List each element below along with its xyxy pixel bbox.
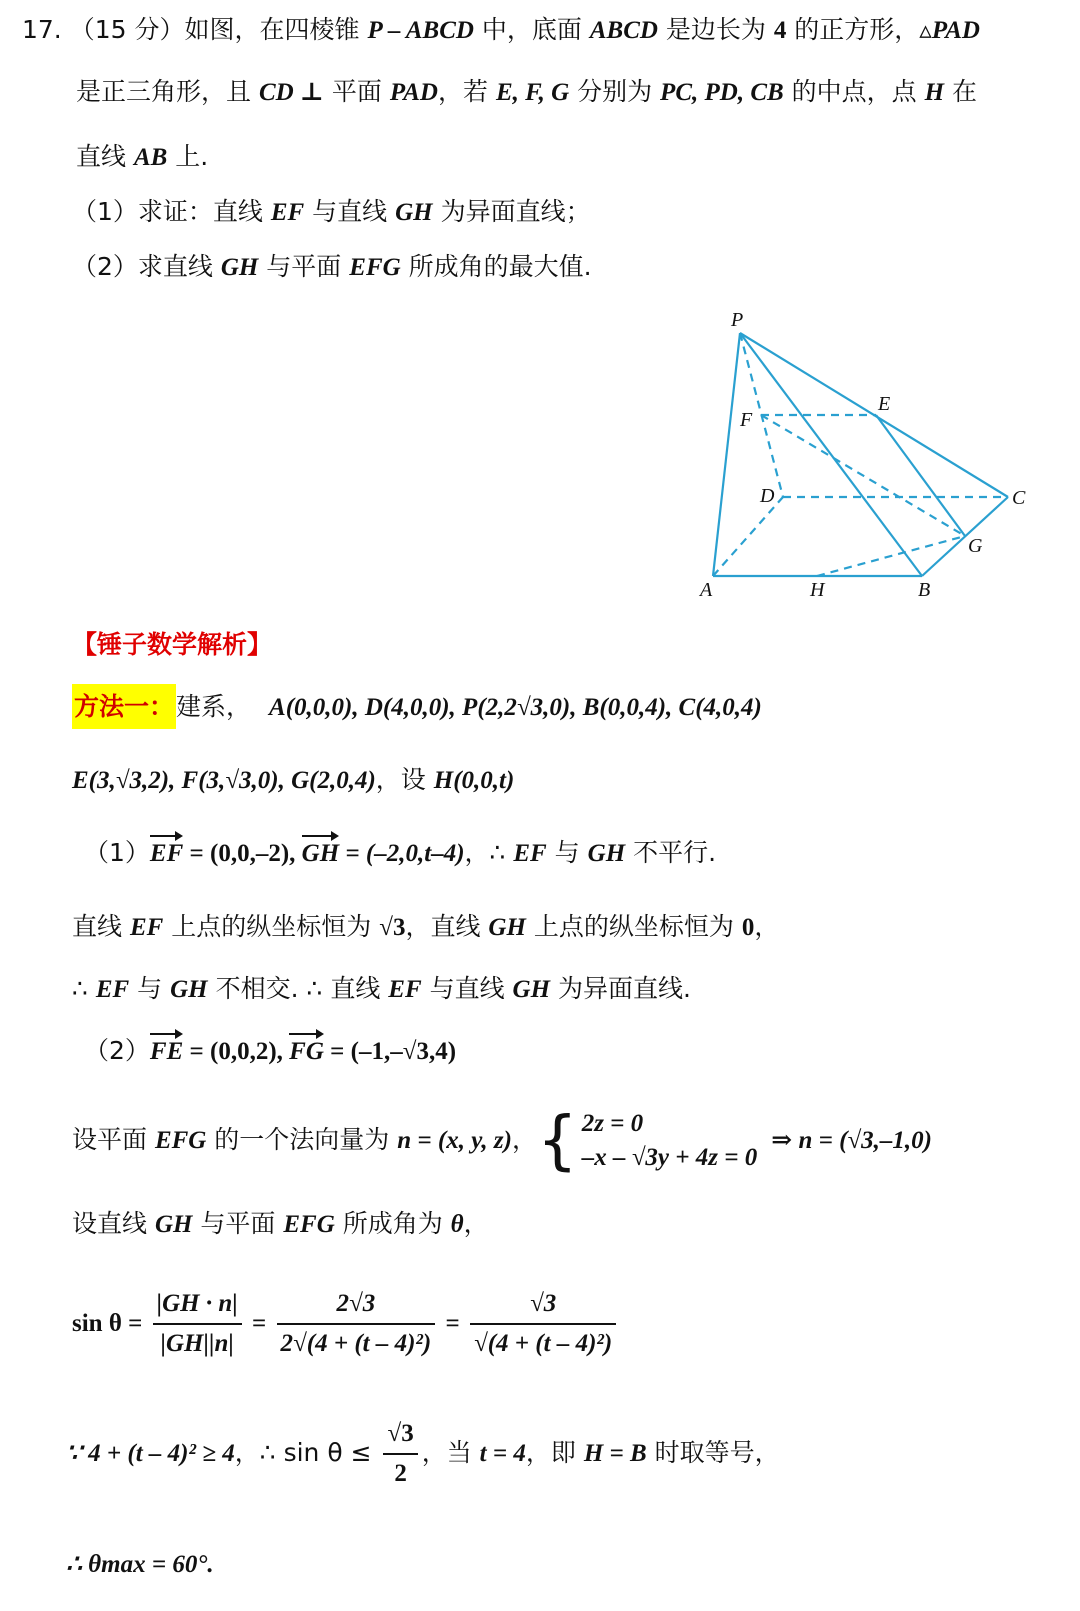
solution-text: 上点的纵坐标恒为 xyxy=(525,912,742,941)
math-line: EF xyxy=(129,914,164,941)
solution-text: ∴ xyxy=(72,974,96,1003)
label-c: C xyxy=(1012,487,1026,509)
sine-formula xyxy=(72,1268,1080,1378)
solution-text: 设平面 xyxy=(72,1125,155,1154)
problem-text: 如图，在四棱锥 xyxy=(184,15,368,44)
solution-text: 设直线 xyxy=(72,1209,155,1238)
math-line: GH xyxy=(488,914,526,941)
solution-text: ， xyxy=(463,1209,489,1238)
label-p: P xyxy=(731,309,744,331)
part1-line-3 xyxy=(72,972,1080,1007)
math-plane: PAD xyxy=(389,79,438,106)
math-normal: n = (x, y, z) xyxy=(397,1127,512,1154)
solution-title: 【锤子数学解析】 xyxy=(72,630,273,659)
math-value: = (–2,0,t–4) xyxy=(339,840,465,867)
solution-text: 与 xyxy=(129,974,171,1003)
question-text: （2）求直线 xyxy=(72,252,221,281)
edge-pb xyxy=(740,333,922,576)
math-points: E, F, G xyxy=(495,79,570,106)
problem-text: 直线 xyxy=(76,142,134,171)
solution-text: 时取等号， xyxy=(646,1438,780,1467)
segment-fg xyxy=(761,415,965,536)
solution-coords-2 xyxy=(72,763,1080,798)
problem-text: 分别为 xyxy=(569,77,661,106)
question-text: （1）求证：直线 xyxy=(72,197,271,226)
vector-fg: FG xyxy=(289,1035,324,1069)
fraction-2-den: 2√(4 + (t – 4)²) xyxy=(277,1323,436,1361)
label-h: H xyxy=(810,579,825,601)
problem-text: 是边长为 xyxy=(657,15,774,44)
problem-score: （15 分） xyxy=(69,15,185,44)
equation-2: –x – √3y + 4z = 0 xyxy=(581,1144,758,1171)
part1-line-2 xyxy=(72,910,1080,945)
fraction-1 xyxy=(153,1287,242,1361)
edge-pa xyxy=(713,333,740,576)
part1-vectors xyxy=(84,836,1080,871)
math-line: GH xyxy=(512,976,551,1003)
math-line: GH xyxy=(395,199,433,226)
question-2 xyxy=(72,250,1080,285)
solution-text: 与直线 xyxy=(421,974,513,1003)
problem-line-1 xyxy=(22,13,1080,48)
math-condition: H = B xyxy=(583,1440,647,1467)
vector-fe: FE xyxy=(150,1035,183,1069)
problem-text: 的正方形， xyxy=(786,15,920,44)
math-line: EF xyxy=(95,976,130,1003)
solution-text: 与 xyxy=(546,838,588,867)
fraction-bound-den: 2 xyxy=(383,1453,417,1491)
math-angle: θ xyxy=(450,1211,464,1238)
problem-text: 中，底面 xyxy=(473,15,590,44)
equation-1: 2z = 0 xyxy=(581,1110,644,1137)
fraction-bound xyxy=(383,1417,417,1491)
solution-text: ，直线 xyxy=(405,912,489,941)
fraction-2-num: 2√3 xyxy=(336,1290,376,1317)
label-g: G xyxy=(968,535,983,557)
math-value: √3 xyxy=(379,914,406,941)
fraction-3 xyxy=(470,1287,616,1361)
problem-number: 17. xyxy=(22,15,62,44)
part-label: （1） xyxy=(84,838,150,867)
math-sin: sin θ = xyxy=(72,1310,149,1337)
math-coords: H(0,0,t) xyxy=(433,767,515,794)
vector-ef: EF xyxy=(150,837,183,871)
equals-sign: = xyxy=(245,1310,273,1337)
problem-text: 是正三角形，且 xyxy=(76,77,259,106)
question-1 xyxy=(72,195,1080,230)
problem-line-2 xyxy=(76,75,1080,110)
math-line: GH xyxy=(587,840,626,867)
system-brace: { xyxy=(536,1104,578,1178)
question-text: 与平面 xyxy=(258,252,350,281)
vector-gh: GH xyxy=(302,837,340,871)
solution-text: 不相交. ∴ 直线 xyxy=(207,974,389,1003)
solution-text: 直线 xyxy=(72,912,130,941)
solution-text: 所成角为 xyxy=(334,1209,451,1238)
segment-eg xyxy=(876,415,965,536)
math-value: 0 xyxy=(741,914,755,941)
math-value: = (–1,–√3,4) xyxy=(323,1038,457,1065)
normal-vector-line xyxy=(72,1100,1080,1180)
math-value: = (0,0,2), xyxy=(183,1038,290,1065)
question-text: 所成角的最大值. xyxy=(400,252,592,281)
problem-text: ，若 xyxy=(438,77,496,106)
equation-system xyxy=(582,1107,758,1175)
method-label: 方法一： xyxy=(72,684,176,729)
part2-vectors xyxy=(84,1034,1080,1069)
angle-definition xyxy=(72,1207,1080,1242)
problem-line-3 xyxy=(76,140,1080,175)
solution-text: 不平行. xyxy=(625,838,717,867)
math-point: H xyxy=(924,79,945,106)
solution-text: 为异面直线. xyxy=(550,974,691,1003)
math-number: 4 xyxy=(773,17,787,44)
label-d: D xyxy=(760,485,775,507)
math-value: = (0,0,–2), xyxy=(183,840,302,867)
label-b: B xyxy=(918,579,931,601)
solution-text: ，∴ xyxy=(464,838,514,867)
problem-text: 在 xyxy=(944,77,977,106)
question-text: 与直线 xyxy=(304,197,396,226)
solution-text: ， xyxy=(511,1125,537,1154)
solution-text: 建系， xyxy=(176,692,252,721)
math-line: EF xyxy=(270,199,305,226)
math-line: GH xyxy=(154,1211,193,1238)
part-label: （2） xyxy=(84,1036,150,1065)
solution-text: ， xyxy=(754,912,780,941)
question-text: 为异面直线； xyxy=(432,197,591,226)
math-line: GH xyxy=(220,254,259,281)
problem-text: 的中点，点 xyxy=(783,77,925,106)
fraction-3-num: √3 xyxy=(530,1290,557,1317)
fraction-2 xyxy=(277,1287,436,1361)
fraction-bound-num: √3 xyxy=(387,1420,414,1447)
math-perp: CD ⊥ xyxy=(258,79,324,106)
math-plane: EFG xyxy=(349,254,401,281)
fraction-1-num: |GH · n| xyxy=(156,1290,238,1317)
math-plane: EFG xyxy=(283,1211,335,1238)
fraction-1-den: |GH||n| xyxy=(153,1323,242,1361)
math-coords: A(0,0,0), D(4,0,0), P(2,2√3,0), B(0,0,4), C(4,0,4) xyxy=(269,694,762,721)
label-a: A xyxy=(700,579,713,601)
normal-result: ⇒ n = (√3,–1,0) xyxy=(771,1127,932,1154)
equals-sign: = xyxy=(439,1310,467,1337)
label-f: F xyxy=(740,409,753,431)
math-plane: EFG xyxy=(154,1127,207,1154)
final-answer: ∴ θmax = 60°. xyxy=(66,1551,214,1578)
fraction-3-den: √(4 + (t – 4)²) xyxy=(470,1323,616,1361)
problem-text: 上. xyxy=(167,142,209,171)
solution-text: ，即 xyxy=(525,1438,584,1467)
math-base: ABCD xyxy=(589,17,658,44)
math-pyramid: P – ABCD xyxy=(367,17,474,44)
math-line: GH xyxy=(170,976,208,1003)
solution-text: ，设 xyxy=(375,765,434,794)
solution-text: ，∴ sin θ ≤ xyxy=(234,1438,380,1467)
inequality-line xyxy=(66,1408,1080,1498)
math-line: EF xyxy=(513,840,547,867)
problem-text: 平面 xyxy=(323,77,390,106)
solution-text: 上点的纵坐标恒为 xyxy=(163,912,380,941)
math-inequality: ∵ 4 + (t – 4)² ≥ 4 xyxy=(66,1440,235,1467)
math-line: AB xyxy=(133,144,168,171)
math-condition: t = 4 xyxy=(479,1440,526,1467)
edge-ad xyxy=(713,497,783,576)
solution-text: ，当 xyxy=(421,1438,480,1467)
math-line: EF xyxy=(388,976,422,1003)
solution-text: 与平面 xyxy=(192,1209,284,1238)
math-coords: E(3,√3,2), F(3,√3,0), G(2,0,4) xyxy=(72,767,376,794)
pyramid-figure xyxy=(690,300,1050,610)
solution-text: 的一个法向量为 xyxy=(206,1125,398,1154)
math-triangle: ▵PAD xyxy=(919,17,980,44)
math-segments: PC, PD, CB xyxy=(660,79,784,106)
edge-bc xyxy=(922,497,1008,576)
label-e: E xyxy=(878,393,891,415)
solution-setup xyxy=(72,690,1080,725)
